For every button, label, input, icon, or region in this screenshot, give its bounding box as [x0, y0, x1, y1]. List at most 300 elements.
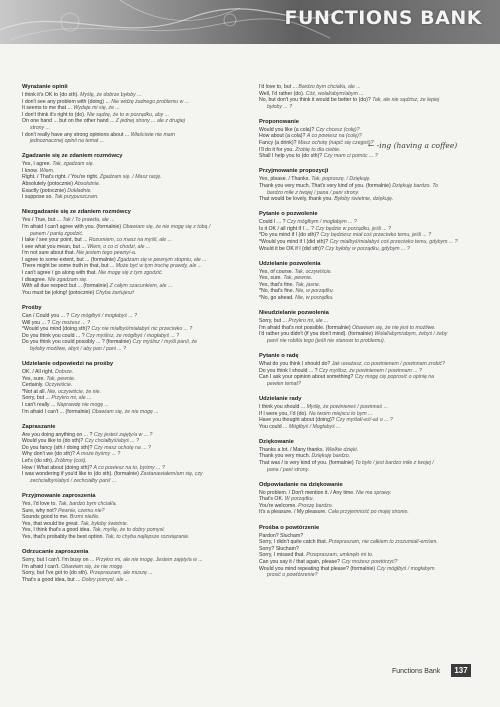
phrase-section	[259, 525, 481, 579]
english-phrase: I'll do it for you.	[259, 146, 294, 153]
phrase-section	[259, 261, 481, 302]
phrase-line	[22, 326, 234, 333]
english-phrase: Sorry, but I've got to (do sth).	[22, 570, 89, 577]
polish-translation: Wiem.	[39, 167, 55, 174]
section-heading: Zgadzanie się ze zdaniem rozmówcy	[22, 153, 123, 160]
phrase-line	[22, 250, 234, 257]
polish-translation: Czy mam ci pomóc ... ?	[323, 153, 378, 160]
polish-translation: Zgadzam się. / Masz rację.	[99, 174, 162, 181]
english-phrase: Would you mind repeating that please? (formalnie)	[259, 565, 376, 572]
polish-translation: A co powiesz na to, byśmy ... ?	[93, 464, 165, 471]
section-heading: Pytanie o radę	[259, 353, 299, 360]
polish-translation: Dokładnie.	[67, 187, 92, 194]
phrase-line	[259, 246, 481, 253]
phrase-line	[22, 257, 234, 264]
section-heading: Prośba o powtórzenie	[259, 524, 320, 531]
phrase-line	[22, 514, 234, 521]
english-phrase: You must be joking! (potocznie)	[22, 289, 95, 296]
polish-translation: W porządku.	[284, 496, 314, 503]
phrase-line	[259, 417, 481, 424]
english-phrase: Do you fancy (sth / doing sth)?	[22, 444, 93, 451]
phrase-line	[259, 404, 481, 411]
english-phrase: Yes, that's probably the best option.	[22, 533, 104, 540]
english-phrase: That's a good idea, but ...	[22, 576, 81, 583]
phrase-line	[22, 376, 234, 383]
phrase-line	[259, 424, 481, 431]
phrase-line	[22, 570, 234, 577]
phrase-line	[259, 331, 481, 338]
phrase-line	[259, 84, 481, 91]
phrase-line	[22, 181, 234, 188]
english-phrase: Yes, I'd love to.	[22, 500, 57, 507]
polish-translation: Czy miałbyś/miałabyś coś przeciwko temu, gdybym ... ?	[329, 239, 458, 245]
polish-translation: Obawiam się, że nie mogę.	[61, 563, 124, 570]
english-phrase: What do you think I should do?	[259, 361, 331, 368]
polish-translation: Cóż, wolał/abym/abym ...	[305, 90, 364, 97]
section-heading: Odrzucanie zaproszenia	[22, 548, 89, 555]
polish-translation: pana / pani strony.	[267, 466, 310, 473]
english-phrase: Is it OK / all right if I ... ?	[259, 225, 315, 232]
english-phrase: You're welcome.	[259, 502, 297, 509]
phrase-line	[259, 318, 481, 325]
phrase-section	[259, 353, 481, 387]
polish-translation: Nie ma sprawy.	[356, 489, 392, 496]
phrase-line	[259, 91, 481, 98]
phrase-line	[259, 552, 481, 559]
polish-translation: Czy masz ochotę na ... ?	[93, 444, 151, 451]
polish-translation: Nie jestem tego pewny/-a.	[76, 250, 137, 257]
polish-translation: Myślę, że dobrze byłoby ...	[80, 92, 142, 98]
english-phrase: Well, I'd rather (do).	[259, 90, 305, 97]
section-heading: Nieudzielanie pozwolenia	[259, 310, 329, 317]
english-phrase: Fancy (a drink)?	[259, 140, 297, 147]
english-phrase: Will you ... ?	[22, 319, 51, 326]
polish-translation: byłoby ... ?	[267, 103, 293, 110]
english-phrase: *Do you mind if I (do sth)?	[259, 232, 319, 239]
polish-translation: Wolał/abym/abym, żebyś / żeby	[374, 331, 448, 338]
phrase-line	[259, 559, 481, 566]
english-phrase: Shall I help you to (do sth)?	[259, 153, 323, 160]
phrase-line	[22, 333, 234, 340]
english-phrase: I'm afraid I can't agree with you. (formalnie)	[22, 223, 122, 230]
english-phrase: Absolutely (potocznie)	[22, 181, 74, 188]
phrase-line	[259, 239, 481, 246]
english-phrase: Yes, that's fine.	[259, 281, 294, 288]
phrase-section	[259, 84, 481, 110]
phrase-line	[22, 478, 234, 485]
phrase-line	[22, 339, 234, 346]
english-phrase: On one hand ... but on the other hand ...	[22, 118, 115, 125]
english-phrase: *No, go ahead.	[259, 295, 294, 302]
polish-translation: Nie zgadzam się.	[47, 276, 88, 283]
page-number: 137	[451, 664, 471, 677]
section-heading: Zapraszanie	[22, 423, 56, 430]
english-phrase: I think you should ...	[259, 403, 306, 410]
polish-translation: Tak, ale nie sądzisz, że lepiej	[372, 97, 440, 104]
phrase-line	[259, 374, 481, 381]
english-phrase: Are you doing anything on ... ?	[22, 431, 93, 438]
phrase-line	[259, 133, 481, 140]
phrase-line	[22, 465, 234, 472]
polish-translation: Przepraszam, nie całkiem to zrozumiał/-em/am.	[328, 539, 438, 546]
phrase-line	[22, 290, 234, 297]
english-phrase: No problem. / Don't mention it. / Any time.	[259, 489, 355, 496]
english-phrase: Sorry, but I can't. I'm busy on ...	[22, 556, 95, 563]
phrase-section	[22, 153, 234, 201]
phrase-line	[22, 270, 234, 277]
english-phrase: Yes, sure.	[22, 375, 45, 382]
section-heading: Proponowanie	[259, 118, 299, 125]
english-phrase: I see what you mean, but ...	[22, 243, 86, 250]
english-phrase: Do you think I should ... ?	[259, 367, 318, 374]
english-phrase: Thanks a lot. / Many thanks.	[259, 446, 324, 453]
phrase-line	[22, 118, 234, 125]
phrase-section	[22, 424, 234, 485]
english-phrase: No, but don't you think it would be better to (do)?	[259, 97, 371, 104]
phrase-line	[259, 127, 481, 134]
phrase-line	[259, 282, 481, 289]
english-phrase: I'm afraid I can't.	[22, 563, 60, 570]
polish-translation: Zróbmy (coś).	[54, 458, 87, 465]
phrase-section	[259, 168, 481, 202]
polish-translation: Oczywiście.	[44, 382, 73, 389]
phrase-line	[22, 320, 234, 327]
polish-translation: Nie widzę żadnego problemu w ...	[111, 98, 190, 105]
polish-translation: Rozumiem, co masz na myśli, ale ...	[88, 237, 172, 244]
phrase-line	[22, 217, 234, 224]
phrase-section	[22, 361, 234, 415]
polish-translation: Czy mógłbyś / mogłabym	[376, 565, 435, 572]
english-phrase: Would it be OK if I (did sth)?	[259, 245, 324, 252]
english-phrase: Sorry, but ...	[22, 395, 50, 402]
section-heading: Udzielanie pozwolenia	[259, 260, 321, 267]
polish-translation: prosić o powtórzenie?	[267, 572, 318, 579]
phrase-line	[22, 105, 234, 112]
phrase-line	[22, 313, 234, 320]
phrase-line	[22, 237, 234, 244]
phrase-line	[22, 395, 234, 402]
phrase-line	[259, 176, 481, 183]
phrase-section	[22, 549, 234, 583]
polish-translation: Czy myślał/-eś/-aś o ... ?	[336, 417, 393, 424]
phrase-line	[259, 490, 481, 497]
polish-translation: Czy chcesz (colę)?	[315, 126, 360, 133]
phrase-section	[259, 396, 481, 430]
english-phrase: How / What about (doing sth)?	[22, 464, 93, 471]
phrase-line	[259, 467, 481, 474]
phrase-line	[22, 557, 234, 564]
english-phrase: Sure, why not?	[22, 507, 57, 514]
polish-translation: Byłoby świetnie, dziękuję.	[334, 196, 394, 203]
polish-translation: Przykro mi, ale ...	[51, 395, 92, 402]
polish-translation: Naprawdę nie mogę ...	[56, 401, 109, 408]
english-phrase: With all due respect but ... (formalnie)	[22, 283, 109, 290]
phrase-line	[259, 196, 481, 203]
phrase-line	[259, 411, 481, 418]
polish-translation: Czy myślisz, że mógłbyś / mogłabyś ... ?	[86, 332, 180, 339]
english-phrase: I'm afraid I can't ... (formalnie)	[22, 408, 91, 415]
polish-translation: Przykro mi, ale ...	[288, 318, 329, 325]
polish-translation: Nie, w porządku.	[295, 288, 335, 295]
english-phrase: Yes, that would be great.	[22, 520, 79, 527]
phrase-section	[259, 439, 481, 473]
english-phrase: Can you say it / that again, please?	[259, 558, 341, 565]
polish-translation: To było / jest bardzo miłe z twojej /	[355, 459, 434, 466]
phrase-line	[259, 453, 481, 460]
english-phrase: I don't really have any strong opinions about ...	[22, 131, 130, 138]
polish-translation: Wiem, o co ci chodzi, ale ...	[87, 243, 151, 250]
phrase-line	[22, 438, 234, 445]
phrase-line	[22, 263, 234, 270]
phrase-line	[22, 521, 234, 528]
phrase-line	[259, 572, 481, 579]
phrase-line	[22, 125, 234, 132]
polish-translation: Absolutnie.	[74, 181, 101, 188]
phrase-line	[22, 132, 234, 139]
english-phrase: *Not at all.	[22, 388, 46, 395]
polish-translation: byłoby możliwe, abyś / aby pan / pani ... ?	[30, 345, 127, 352]
english-phrase: Do you think you could possibly ... ? (formalnie)	[22, 339, 131, 346]
phrase-line	[22, 432, 234, 439]
phrase-line	[22, 346, 234, 353]
english-phrase: I think it's OK to (do sth).	[22, 92, 79, 98]
phrase-line	[259, 219, 481, 226]
section-heading: Udzielanie odpowiedzi na prośby	[22, 361, 114, 367]
polish-translation: Czy myślisz / myśli pan/i, że	[132, 339, 198, 346]
phrase-line	[259, 566, 481, 573]
footer-label: Functions Bank	[392, 668, 441, 675]
polish-translation: zechciałbyś/abyś / zechciałby pan/i ...	[30, 477, 117, 484]
english-phrase: *Would you mind if I (did sth)?	[259, 239, 329, 245]
phrase-line	[259, 503, 481, 510]
section-heading: Przyjmowanie propozycji	[259, 168, 329, 175]
polish-translation: Czy mógłbyś / mogłabyś ... ?	[70, 312, 138, 319]
phrase-line	[259, 269, 481, 276]
polish-translation: Nie mogę się z tym zgodzić.	[98, 270, 163, 277]
polish-translation: Przepraszam, ale muszę ...	[89, 570, 153, 577]
polish-translation: Tak, myślę, że to dobry pomysł.	[92, 527, 165, 534]
polish-translation: Wielkie dzięki.	[325, 446, 359, 453]
polish-translation: bardzo miłe z twojej / pana / pani strony.	[267, 189, 360, 196]
phrase-line	[22, 112, 234, 119]
english-phrase: *Would you mind (doing sth)?	[22, 326, 90, 333]
phrase-line	[22, 534, 234, 541]
phrase-line	[259, 275, 481, 282]
polish-translation: Dobrze.	[55, 369, 74, 375]
english-phrase: Can / Could you ... ?	[22, 312, 70, 319]
english-phrase: Yes, sure.	[259, 275, 282, 282]
phrase-section	[22, 493, 234, 541]
phrase-line	[22, 92, 234, 99]
phrase-line	[22, 527, 234, 534]
english-phrase: I know.	[22, 167, 39, 174]
phrase-line	[22, 99, 234, 106]
english-phrase: That's OK.	[259, 496, 284, 503]
phrase-line	[259, 546, 481, 553]
polish-translation: Tak, byłoby świetnie.	[80, 520, 129, 527]
phrase-line	[259, 447, 481, 454]
left-column	[22, 84, 234, 592]
phrase-line	[22, 161, 234, 168]
phrase-line	[22, 174, 234, 181]
english-phrase: Have you thought about (doing)?	[259, 417, 335, 424]
phrase-line	[22, 508, 234, 515]
english-phrase: I'm afraid that's not possible. (formalnie)	[259, 324, 351, 331]
phrase-line	[259, 295, 481, 302]
english-phrase: That was / is very kind of you. (formalnie)	[259, 459, 354, 466]
polish-translation: pan/i nie robił/a tego (jeśli nie stanowi to problemu).	[267, 337, 386, 344]
english-phrase: Would you like (a cola)?	[259, 126, 315, 133]
phrase-section	[259, 211, 481, 252]
phrase-line	[259, 232, 481, 239]
english-phrase: Yes, please. / Thanks.	[259, 176, 310, 183]
polish-translation: Tak, pewnie.	[283, 275, 313, 282]
section-heading: Udzielanie rady	[259, 395, 302, 402]
english-phrase: I take / see your point, but ...	[22, 237, 88, 244]
phrase-line	[22, 168, 234, 175]
page-header-banner	[0, 0, 500, 44]
phrase-line	[22, 402, 234, 409]
polish-translation: Obawiam się, że nie mogę ...	[91, 408, 159, 415]
phrase-line	[22, 224, 234, 231]
phrase-line	[22, 194, 234, 201]
polish-translation: Proszę bardzo.	[298, 502, 334, 509]
english-phrase: I can't agree / go along with that.	[22, 270, 97, 277]
section-heading: Odpowiadanie na dziękowanie	[259, 481, 343, 488]
phrase-line	[22, 501, 234, 508]
phrase-line	[259, 539, 481, 546]
phrase-line	[22, 188, 234, 195]
polish-translation: Przepraszam, umknęło mi to.	[306, 552, 374, 559]
english-phrase: Sorry, I didn't quite catch that.	[259, 539, 328, 546]
polish-translation: Tak, to chyba najlepsze rozwiązanie.	[105, 533, 190, 540]
phrase-line	[22, 451, 234, 458]
english-phrase: Sorry, but ...	[259, 318, 287, 325]
english-phrase: Let's (do sth).	[22, 458, 54, 465]
polish-translation: Dobry pomysł, ale ...	[81, 576, 130, 583]
polish-translation: Tak, poproszę. / Dziękuję.	[311, 176, 371, 183]
phrase-section	[22, 84, 234, 145]
section-heading: Wyrażanie opinii	[22, 84, 68, 90]
polish-translation: strony ...	[30, 124, 50, 131]
polish-translation: Obawiam się, że nie mogę się z tobą /	[122, 223, 211, 230]
polish-translation: Zastanawiałem/am się, czy	[140, 471, 203, 478]
polish-translation: Właściwie nie mam	[130, 131, 175, 138]
polish-translation: Czy będziesz miał coś przeciwko temu, jeśli ... ?	[320, 232, 432, 239]
english-phrase: Exactly (potocznie)	[22, 187, 66, 194]
english-phrase: I'd rather you didn't (if you don't mind). (formalnie)	[259, 331, 373, 338]
phrase-section	[259, 482, 481, 516]
polish-translation: Czy możesz ... ?	[51, 319, 91, 326]
polish-translation: Zrobię to dla ciebie.	[295, 146, 341, 153]
polish-translation: Czy możesz powtórzyć?	[341, 558, 398, 565]
section-heading: Prośby	[22, 304, 42, 311]
polish-translation: Cała przyjemność po mojej stronie.	[328, 509, 409, 516]
section-heading: Niezgadzanie się ze zdaniem rozmówcy	[22, 209, 131, 216]
english-phrase: That would be lovely, thank you.	[259, 196, 333, 203]
english-phrase: I suppose so.	[22, 194, 53, 201]
english-phrase: Sounds good to me.	[22, 514, 69, 521]
phrase-line	[259, 97, 481, 104]
english-phrase: I disagree.	[22, 276, 47, 283]
english-phrase: I'm not sure about that.	[22, 250, 75, 257]
phrase-line	[22, 369, 234, 376]
phrase-line	[22, 283, 234, 290]
polish-translation: Czy będzie w porządku, jeśli ... ?	[315, 225, 392, 232]
english-phrase: Can I ask your opinion about something?	[259, 374, 354, 381]
english-phrase: I agree to some extent, but ... (formalnie)	[22, 256, 116, 263]
polish-translation: Mógłbyś / Mogłabyś ...	[288, 423, 341, 430]
polish-translation: Tak, zgadzam się.	[52, 161, 95, 168]
polish-translation: Myślę, że powinieneś / powinnaś ...	[306, 403, 388, 410]
phrase-line	[259, 338, 481, 345]
polish-translation: Tak / To prawda, ale ...	[62, 217, 115, 224]
phrase-line	[22, 564, 234, 571]
polish-translation: Czy myślisz, że powinienem / powinnam ... ?	[319, 367, 422, 374]
phrase-line	[259, 509, 481, 516]
english-phrase: I don't think it's right to (do).	[22, 111, 86, 118]
english-phrase: There might be some truth in that, but ...	[22, 263, 115, 270]
polish-translation: Tak, jasne.	[295, 281, 321, 288]
polish-translation: Tak, pewnie.	[46, 375, 76, 382]
english-phrase: Pardon? Slucham?	[259, 532, 304, 539]
polish-translation: Pewnie, czemu nie?	[58, 507, 105, 514]
english-phrase: Why don't we (do sth)?	[22, 451, 75, 458]
phrase-line	[22, 458, 234, 465]
phrase-line	[259, 183, 481, 190]
polish-translation: A co powiesz na (colę)?	[306, 133, 362, 140]
polish-translation: panem / panią zgodzić.	[30, 230, 84, 237]
english-phrase: Certainly.	[22, 382, 44, 389]
polish-translation: pewien temat?	[267, 380, 301, 387]
polish-translation: Z całym szacunkiem, ale ...	[109, 283, 173, 290]
phrase-line	[22, 445, 234, 452]
polish-translation: Czy mógłbym / mogłabym ... ?	[286, 219, 357, 226]
polish-translation: Przykro mi, ale nie mogę. Jestem zajęty/a w ...	[95, 556, 203, 563]
phrase-line	[259, 533, 481, 540]
section-heading: Dziękowanie	[259, 438, 294, 445]
polish-translation: Może być w tym trochę prawdy, ale ...	[115, 263, 203, 270]
polish-translation: Nie, oczywiście, że nie.	[47, 388, 102, 395]
english-phrase: Yes / True, but ...	[22, 217, 62, 224]
english-phrase: If I were you, I'd (do).	[259, 410, 308, 417]
english-phrase: *No, that's fine.	[259, 288, 295, 295]
phrase-line	[259, 325, 481, 332]
polish-translation: Nie sądzę, że to w porządku, aby ...	[86, 111, 170, 118]
phrase-section	[22, 209, 234, 296]
phrase-line	[259, 288, 481, 295]
polish-translation: Nie, w porządku.	[295, 295, 334, 302]
handwritten-annotation: ← -ing (having a coffee)	[368, 141, 458, 150]
phrase-line	[259, 104, 481, 111]
phrase-line	[22, 138, 234, 145]
polish-translation: Masz ochotę (napić się czegoś)?	[297, 140, 374, 147]
right-column	[259, 84, 481, 587]
phrase-line	[22, 577, 234, 584]
english-phrase: Sorry? Słucham?	[259, 545, 299, 552]
phrase-section	[259, 310, 481, 344]
polish-translation: Dziękuję bardzo. To	[392, 182, 438, 189]
polish-translation: Czy mogę cię poprosić o opinię na	[354, 374, 435, 381]
english-phrase: Yes, of course.	[259, 268, 294, 275]
polish-translation: Bardzo bym chciał/a, ale ...	[298, 84, 361, 90]
english-phrase: Do you think you could ... ?	[22, 332, 85, 339]
phrase-line	[22, 382, 234, 389]
phrase-line	[22, 389, 234, 396]
phrase-line	[259, 361, 481, 368]
polish-translation: Czy jesteś zajęty/a w ... ?	[93, 431, 153, 438]
english-phrase: Thank you very much.	[259, 453, 311, 460]
